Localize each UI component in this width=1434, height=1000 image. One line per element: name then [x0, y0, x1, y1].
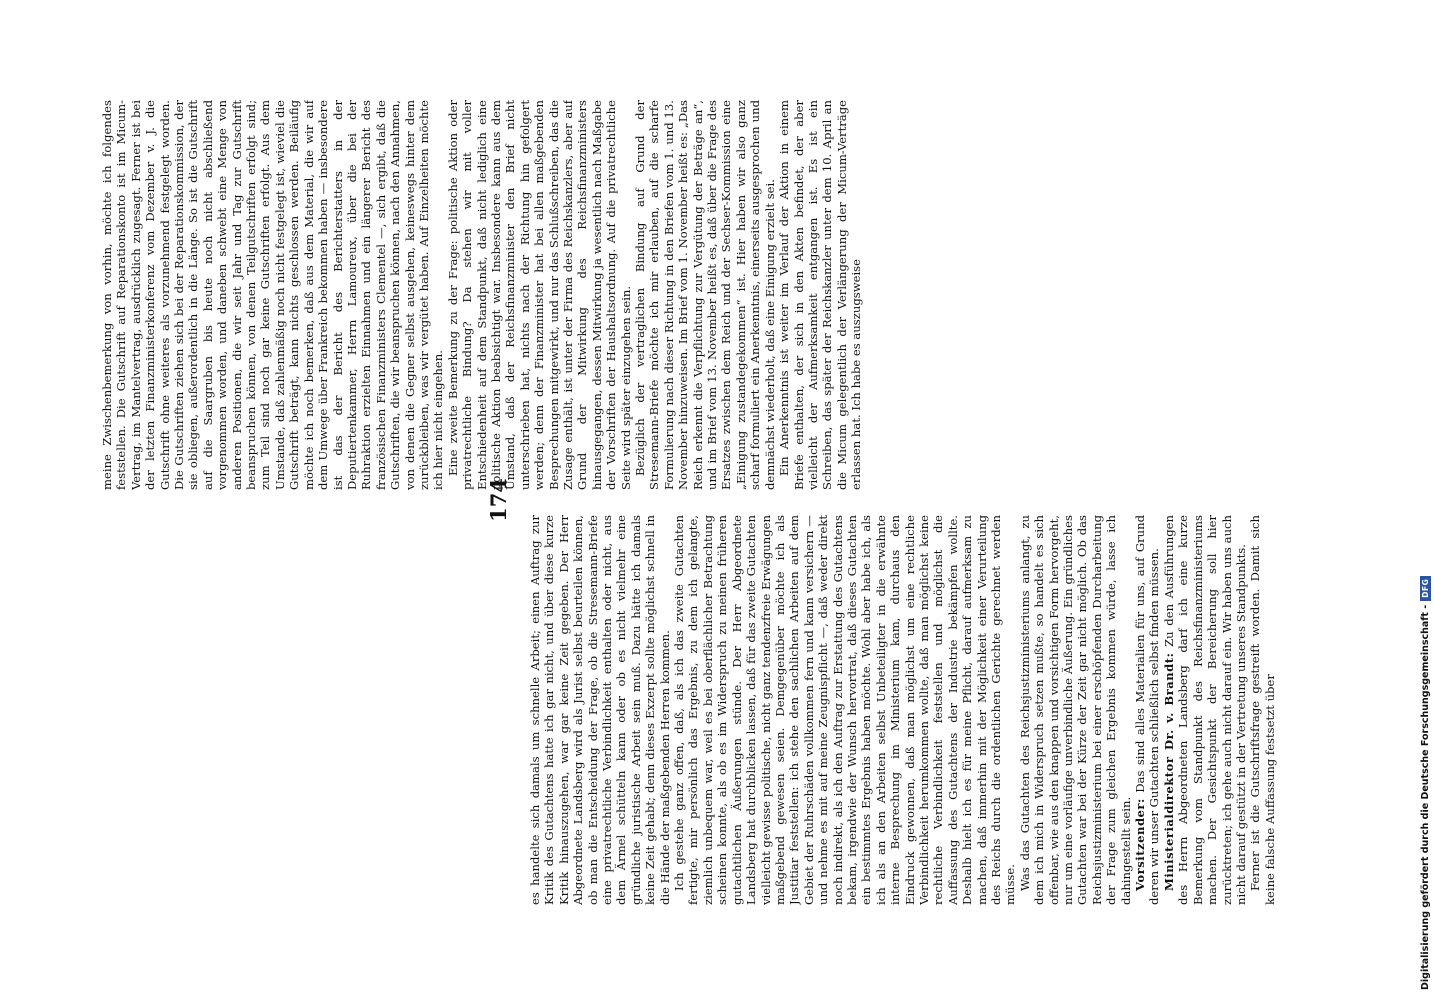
page-number: 174 [486, 478, 511, 522]
speaker-label: Vorsitzender: [1133, 798, 1148, 891]
paragraph [1162, 515, 1248, 905]
dfg-logo: DFG [1420, 576, 1431, 601]
paragraph: Was das Gutachten des Reichsjustizministeriums anlangt, zu dem ich mich in Widerspruch setzen mußte, so handelt es sich offenbar, wie aus den knappen und vorsichtigen Form hervorgeht, nur um eine vorläufige unverbindliche Äußerung. Ein gründliches Gutachten war bei der Kürze der Zeit gar nicht möglich. Ob das Reichsjustizministerium bei einer erschöpfenden Durcharbeitung der Frage zum gleichen Ergebnis kommen würde, lasse ich dahingestellt sein. [1017, 515, 1133, 905]
speech-text: Zu den Ausführungen des Herrn Abgeordneten Landsberg darf ich eine kurze Bemerkung vom Standpunkt des Reichsfinanzministeriums machen. Der Gesichtspunkt der Bereicherung soll hier zurücktreten; ich gehe auch nicht darauf ein. Wir haben uns auch nicht darauf gestützt in der Vertretung unseres Standpunkts. [1161, 515, 1248, 905]
paragraph: Bezüglich der vertraglichen Bindung auf Grund der Stresemann-Briefe möchte ich mir erlauben, auf die scharfe Formulierung nach dieser Richtung in den Briefen vom 1. und 13. November hinzuweisen. Im Brief vom 1. November heißt es: „Das Reich erkennt die Verpflichtung zur Vergütung der Beträge an“, und im Brief vom 13. November heißt es, daß über die Frage des Ersatzes zwischen dem Reich und der Sechser-Kommission eine „Einigung zustandegekommen“ ist. Hier haben wir also ganz scharf formuliert ein Anerkenntnis, einerseits ausgesprochen und demnächst wiederholt, daß eine Einigung erzielt sei. [633, 100, 777, 490]
left-text-column [528, 515, 1308, 905]
speech-text: Das sind alles Materialien für uns, auf Grund deren wir unser Gutachten schließlich selbst finden müssen. [1133, 515, 1162, 905]
digitization-credit [1420, 576, 1431, 990]
paragraph [1133, 515, 1162, 905]
paragraph: Ferner ist die Gutschriftsfrage gestreift worden. Damit sich keine falsche Auffassung festsetzt über [1248, 515, 1277, 905]
speaker-label: Ministerialdirektor Dr. v. Brandt: [1161, 652, 1176, 891]
paragraph: Ich gestehe ganz offen, daß, als ich das zweite Gutachten fertigte, mir persönlich das Ergebnis, zu dem ich gelangte, ziemlich unbequem war, weil es bei oberflächlicher Betrachtung scheinen konnte, als ob es im Widerspruch zu meinen früheren gutachtlichen Äußerungen stünde. Der Herr Abgeordnete Landsberg hat durchblicken lassen, daß für das zweite Gutachten vielleicht gewisse politische, nicht ganz tendenzfreie Erwägungen maßgebend gewesen seien. Demgegenüber möchte ich als Justitiar feststellen: ich stehe den sachlichen Arbeiten auf dem Gebiet der Ruhrschäden vollkommen fern und kann versichern — und nehme es mit auf meine Zeugnispflicht —, daß weder direkt noch indirekt, als ich den Auftrag zur Erstattung des Gutachtens bekam, irgendwie der Wunsch hervortrat, daß dieses Gutachten ein bestimmtes Ergebnis haben möchte. Wohl aber habe ich, als ich als an den Arbeiten selbst Unbeteiligter in die erwähnte interne Besprechung im Ministerium kam, durchaus den Eindruck gewonnen, daß man möglichst um eine rechtliche Verbindlichkeit herumkommen wollte, daß man möglichst keine rechtliche Verbindlichkeit feststellen und möglichst die Auffassung des Gutachtens der Industrie bekämpfen wollte. Deshalb hielt ich es für meine Pflicht, darauf aufmerksam zu machen, daß immerhin mit der Möglichkeit einer Verurteilung des Reichs durch die ordentlichen Gerichte gerechnet werden müsse. [672, 515, 1018, 905]
paragraph: Ein Anerkenntnis ist weiter im Verlauf der Aktion in einem Briefe enthalten, der sich in den Akten befindet, der aber vielleicht der Aufmerksamkeit entgangen ist. Es ist ein Schreiben, das später der Reichskanzler unter dem 10. April an die Micum gelegentlich der Verlängerung der Micum-Verträge erlassen hat. Ich habe es auszugsweise [777, 100, 864, 490]
digitization-note: Digitalisierung gefördert durch die Deutsche Forschungsgemeinschaft - [1420, 604, 1431, 990]
paragraph: Eine zweite Bemerkung zu der Frage: politische Aktion oder privatrechtliche Bindung? Da stehen wir mit voller Entschiedenheit auf dem Standpunkt, daß nicht lediglich eine politische Aktion beabsichtigt war. Insbesondere kann aus dem Umstand, daß der Reichsfinanzminister den Brief nicht unterschrieben hat, nichts nach der Richtung hin gefolgert werden; denn der Finanzminister hat bei allen maßgebenden Besprechungen mitgewirkt, und nur das Schlußschreiben, das die Zusage enthält, ist unter der Firma des Reichskanzlers, aber auf Grund der Mitwirkung des Reichsfinanzministers hinausgegangen, dessen Mitwirkung ja wesentlich nach Maßgabe der Vorschriften der Haushaltsordnung. Auf die privatrechtliche Seite wird später einzugehen sein. [445, 100, 633, 490]
paragraph: meine Zwischenbemerkung von vorhin, möchte ich folgendes feststellen. Die Gutschrift auf Reparationskonto ist im Micum-Vertrag, im Mantelvertrag, ausdrücklich zugesagt. Ferner ist bei der letzten Finanzministerkonferenz vom Dezember v. J. die Gutschrift ohne weiteres als vorzunehmend festgelegt worden. Die Gutschriften ziehen sich bei der Reparationskommission, der sie obliegen, außerordentlich in die Länge. So ist die Gutschrift auf die Saargruben bis heute noch nicht abschließend vorgenommen worden, und daneben schwebt eine Menge von anderen Positionen, die wir seit Jahr und Tag zur Gutschrift beanspruchen können, von denen Teilgutschriften erfolgt sind; zum Teil sind noch gar keine Gutschriften erfolgt. Aus dem Umstande, daß zahlenmäßig noch nicht festgelegt ist, wieviel die Gutschrift beträgt, kann nichts geschlossen werden. Beiläufig möchte ich noch bemerken, daß aus dem Material, die wir auf dem Umwege über Frankreich bekommen haben — insbesondere ist das der Bericht des Berichterstatters in der Deputiertenkammer, Herrn Lamoureux, über die bei der Ruhraktion erzielten Einnahmen und ein längerer Bericht des französischen Finanzministers Clementel —, sich ergibt, daß die Gutschriften, die wir beanspruchen können, nach den Annahmen, von denen die Gegner selbst ausgehen, keineswegs hinter dem zurückbleiben, was wir vergütet haben. Auf Einzelheiten möchte ich hier nicht eingehen. [100, 100, 446, 490]
right-text-column [100, 100, 1280, 490]
paragraph: es handelte sich damals um schnelle Arbeit; einen Auftrag zur Kritik des Gutachtens hatte ich gar nicht, und über diese kurze Kritik hinauszugehen, war gar keine Zeit gegeben. Der Herr Abgeordnete Landsberg wird als Jurist selbst beurteilen können, ob man die Entscheidung der Frage, ob die Stresemann-Briefe eine privatrechtliche Verbindlichkeit enthalten oder nicht, aus dem Ärmel schütteln kann oder ob es nicht vielmehr eine gründliche juristische Arbeit sein muß. Dazu hätte ich damals keine Zeit gehabt; denn dieses Exzerpt sollte möglichst schnell in die Hände der maßgebenden Herren kommen. [528, 515, 672, 905]
